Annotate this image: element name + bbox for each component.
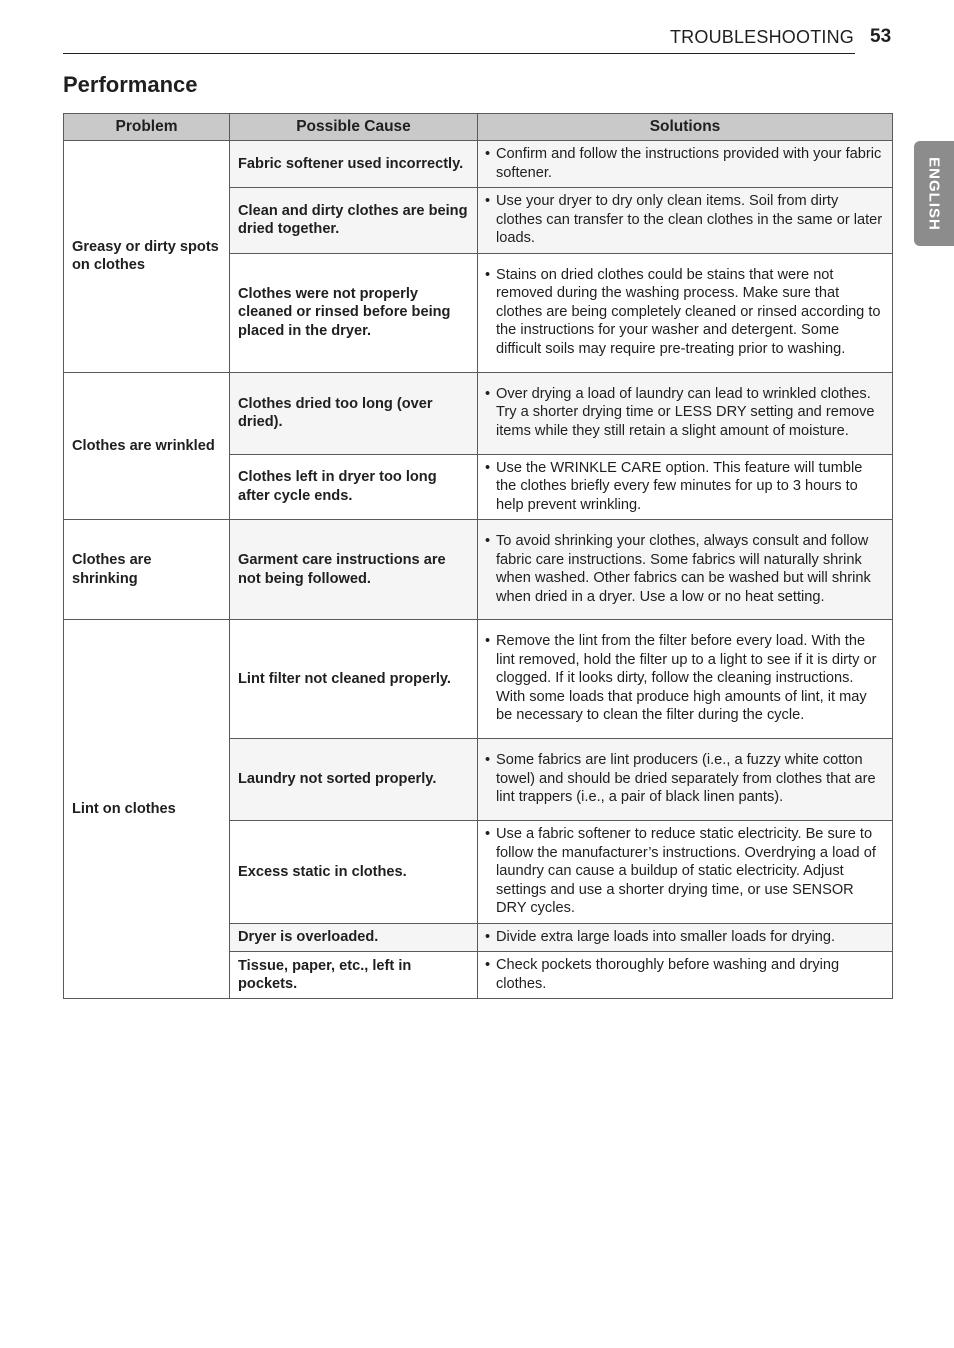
- solution-cell: • Stains on dried clothes could be stains that were not removed during the washing process. Make sure that clothes are being completely cleaned or rinsed according to the instructions for your washer and detergent. Some difficult soils may require pre-treating prior to washing.: [478, 253, 893, 372]
- bullet-icon: •: [485, 752, 491, 769]
- cause-cell: Tissue, paper, etc., left in pockets.: [230, 952, 478, 999]
- bullet-icon: •: [485, 826, 491, 842]
- cause-cell: Clothes were not properly cleaned or rinsed before being placed in the dryer.: [230, 253, 478, 372]
- page-title: Performance: [63, 72, 198, 97]
- cause-cell: Clothes dried too long (over dried).: [230, 372, 478, 454]
- cause-cell: Dryer is overloaded.: [230, 923, 478, 952]
- bullet-icon: •: [485, 193, 491, 209]
- troubleshooting-table: [63, 113, 893, 999]
- cause-cell: Laundry not sorted properly.: [230, 739, 478, 821]
- language-side-tab: [914, 141, 954, 246]
- language-side-tab-label: ENGLISH: [925, 156, 943, 231]
- column-header-cause: Possible Cause: [230, 114, 478, 141]
- bullet-icon: •: [485, 928, 491, 945]
- cause-cell: Garment care instructions are not being followed.: [230, 520, 478, 620]
- problem-cell: Clothes are wrinkled: [64, 372, 230, 520]
- solution-cell: • Confirm and follow the instructions provided with your fabric softener.: [478, 141, 893, 188]
- problem-cell: Clothes are shrinking: [64, 520, 230, 620]
- cause-cell: Excess static in clothes.: [230, 821, 478, 924]
- problem-cell: Lint on clothes: [64, 620, 230, 999]
- cause-cell: Lint filter not cleaned properly.: [230, 620, 478, 739]
- solution-cell: • Divide extra large loads into smaller loads for drying.: [478, 923, 893, 952]
- header-divider: [63, 53, 855, 54]
- solution-cell: • To avoid shrinking your clothes, always consult and follow fabric care instructions. Some fabrics will naturally shrink when washed. Other fabrics can be washed but will shrink when dried in a dryer. Use a low or no heat setting.: [478, 520, 893, 620]
- cause-cell: Clothes left in dryer too long after cycle ends.: [230, 454, 478, 520]
- solution-cell: • Some fabrics are lint producers (i.e., a fuzzy white cotton towel) and should be dried separately from clothes that are lint trappers (i.e., a pair of black linen pants).: [478, 739, 893, 821]
- solution-cell: • Use the WRINKLE CARE option. This feature will tumble the clothes briefly every few minutes for up to 3 hours to help prevent wrinkling.: [478, 454, 893, 520]
- table-header-row: [64, 114, 893, 141]
- table-row: [64, 520, 893, 620]
- bullet-icon: •: [485, 266, 491, 283]
- cause-cell: Clean and dirty clothes are being dried together.: [230, 188, 478, 254]
- solution-cell: • Use a fabric softener to reduce static electricity. Be sure to follow the manufacturer’s instructions. Overdrying a load of laundry can cause a buildup of static electricity. Adjust settings and use a shorter drying time, or use SENSOR DRY cycles.: [478, 821, 893, 924]
- table-row: [64, 372, 893, 454]
- column-header-solutions: Solutions: [478, 114, 893, 141]
- table-row: [64, 620, 893, 739]
- solution-cell: • Remove the lint from the filter before every load. With the lint removed, hold the filter up to a light to see if it is dirty or clogged. If it looks dirty, follow the cleaning instructions. With some loads that produce high amounts of lint, it may be necessary to clean the filter during the cycle.: [478, 620, 893, 739]
- bullet-icon: •: [485, 385, 491, 402]
- cause-cell: Fabric softener used incorrectly.: [230, 141, 478, 188]
- page-number: 53: [870, 26, 892, 47]
- bullet-icon: •: [485, 957, 491, 973]
- bullet-icon: •: [485, 459, 491, 476]
- bullet-icon: •: [485, 533, 491, 549]
- table-row: [64, 141, 893, 188]
- problem-cell: Greasy or dirty spots on clothes: [64, 141, 230, 373]
- bullet-icon: •: [485, 146, 491, 162]
- column-header-problem: Problem: [64, 114, 230, 141]
- header-section-title: TROUBLESHOOTING: [669, 27, 854, 47]
- solution-cell: • Use your dryer to dry only clean items. Soil from dirty clothes can transfer to the clean clothes in the same or later loads.: [478, 188, 893, 254]
- solution-cell: • Over drying a load of laundry can lead to wrinkled clothes. Try a shorter drying time or LESS DRY setting and remove items while they still retain a slight amount of moisture.: [478, 372, 893, 454]
- solution-cell: • Check pockets thoroughly before washing and drying clothes.: [478, 952, 893, 999]
- bullet-icon: •: [485, 633, 491, 650]
